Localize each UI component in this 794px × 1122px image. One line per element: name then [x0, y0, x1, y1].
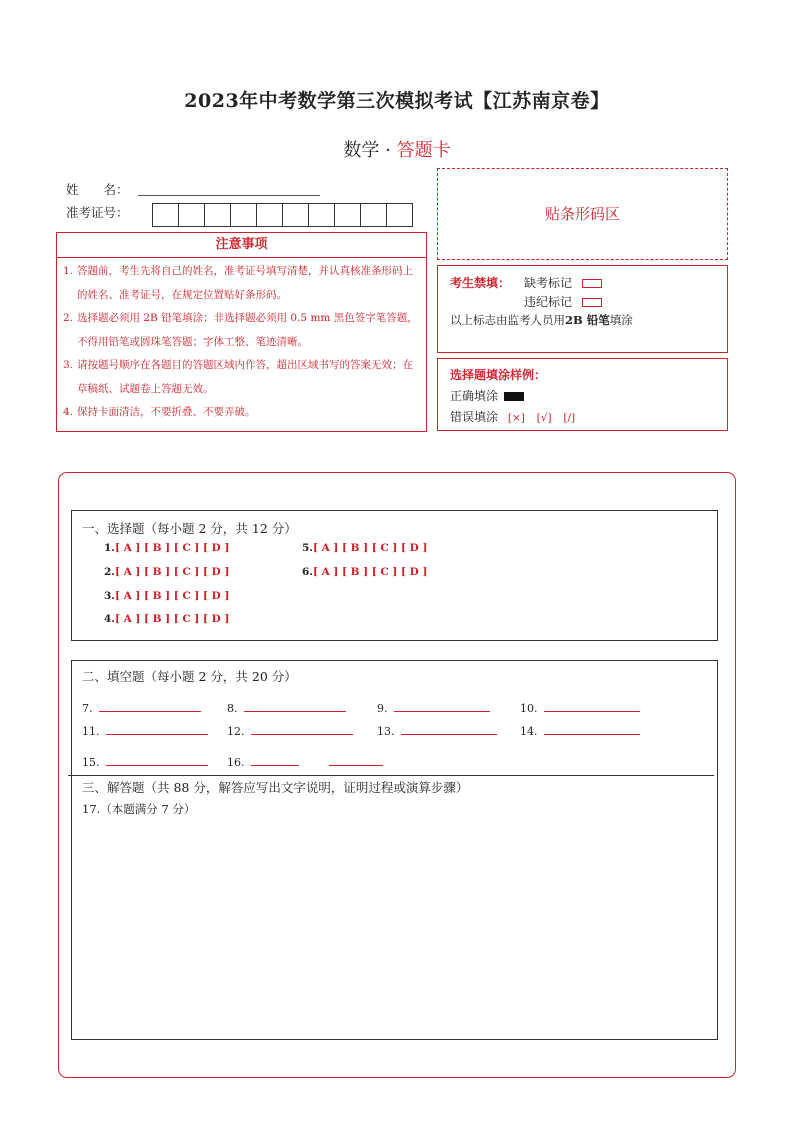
- choice-q1[interactable]: 1.[ A ] [ B ] [ C ] [ D ]: [104, 542, 230, 554]
- name-label: 姓 名：: [66, 182, 129, 197]
- fill-and-solve-section: [71, 660, 718, 1040]
- choice-section: [71, 510, 718, 641]
- wrong-fill-row: 错误填涂 [×] [√] [/]: [450, 410, 576, 424]
- ban-note: 以上标志由监考人员用2B 铅笔填涂: [450, 313, 633, 327]
- exam-id-boxes[interactable]: [152, 203, 413, 227]
- correct-fill-row: 正确填涂: [450, 387, 524, 404]
- choice-q3[interactable]: 3.[ A ] [ B ] [ C ] [ D ]: [104, 590, 230, 602]
- ban-box: [437, 265, 728, 353]
- q17-label: 17.（本题满分 7 分）: [82, 802, 196, 816]
- card-subtitle: [0, 136, 794, 162]
- violation-mark-label: 违纪标记: [524, 295, 573, 309]
- fill-q9[interactable]: 9.: [377, 701, 490, 715]
- fill-section-title: 二、填空题（每小题 2 分，共 20 分）: [82, 669, 297, 684]
- notes-box: [56, 257, 427, 432]
- choice-q2[interactable]: 2.[ A ] [ B ] [ C ] [ D ]: [104, 566, 230, 578]
- fill-q16[interactable]: 16.: [227, 755, 383, 769]
- violation-mark-row: [524, 293, 602, 310]
- name-line[interactable]: [138, 181, 320, 196]
- fill-q14[interactable]: 14.: [520, 724, 640, 738]
- note-item: 1. 答题前，考生先将自己的姓名，准考证号填写清楚，并认真核准条形码上的姓名、准考证号，在规定位置贴好条形码。: [63, 265, 413, 301]
- wrong-mark: [√]: [536, 412, 552, 424]
- choice-q6[interactable]: 6.[ A ] [ B ] [ C ] [ D ]: [302, 566, 428, 578]
- absent-mark-row: [524, 274, 602, 291]
- choice-q4[interactable]: 4.[ A ] [ B ] [ C ] [ D ]: [104, 613, 230, 625]
- exam-id-label: 准考证号：: [66, 205, 129, 220]
- fill-q12[interactable]: 12.: [227, 724, 353, 738]
- q17-answer-area[interactable]: [82, 821, 702, 1031]
- id-digit-box[interactable]: [283, 204, 309, 226]
- notes-list: [57, 258, 426, 425]
- id-digit-box[interactable]: [179, 204, 205, 226]
- wrong-mark: [/]: [563, 412, 576, 424]
- barcode-label: 贴条形码区: [544, 205, 620, 223]
- fill-q13[interactable]: 13.: [377, 724, 497, 738]
- answer-card-label: 答题卡: [396, 140, 451, 161]
- id-digit-box[interactable]: [335, 204, 361, 226]
- barcode-area: [437, 168, 728, 260]
- sample-label: 选择题填涂样例：: [450, 368, 547, 382]
- id-digit-box[interactable]: [387, 204, 412, 226]
- fill-q8[interactable]: 8.: [227, 701, 346, 715]
- id-digit-box[interactable]: [153, 204, 179, 226]
- id-digit-box[interactable]: [309, 204, 335, 226]
- ban-label: 考生禁填：: [450, 276, 511, 290]
- choice-section-title: 一、选择题（每小题 2 分，共 12 分）: [82, 521, 297, 536]
- absent-mark-box[interactable]: [582, 279, 602, 288]
- page-title: 2023年中考数学第三次模拟考试【江苏南京卷】: [184, 90, 610, 112]
- id-digit-box[interactable]: [205, 204, 231, 226]
- solve-section-title: 三、解答题（共 88 分，解答应写出文字说明，证明过程或演算步骤）: [82, 780, 469, 795]
- id-digit-box[interactable]: [231, 204, 257, 226]
- note-item: 3. 请按题号顺序在各题目的答题区域内作答，超出区域书写的答案无效；在草稿纸、试题卷上答题无效。: [63, 359, 413, 395]
- note-item: 4. 保持卡面清洁，不要折叠、不要弄破。: [63, 406, 256, 418]
- fill-q7[interactable]: 7.: [82, 701, 201, 715]
- id-digit-box[interactable]: [257, 204, 283, 226]
- section-divider: [68, 775, 714, 776]
- absent-mark-label: 缺考标记: [524, 276, 573, 290]
- note-item: 2. 选择题必须用 2B 铅笔填涂；非选择题必须用 0.5 mm 黑色签字笔答题，不得用铅笔或圆珠笔答题；字体工整、笔迹清晰。: [63, 312, 418, 348]
- subtitle-dot: ·: [385, 140, 391, 161]
- notes-header-box: [56, 232, 427, 258]
- wrong-mark: [×]: [507, 412, 525, 424]
- id-digit-box[interactable]: [361, 204, 387, 226]
- fill-q11[interactable]: 11.: [82, 724, 208, 738]
- fill-q15[interactable]: 15.: [82, 755, 208, 769]
- sample-box: [437, 358, 728, 431]
- subject-label: 数学: [343, 140, 380, 161]
- notes-heading: 注意事项: [215, 237, 268, 252]
- choice-q5[interactable]: 5.[ A ] [ B ] [ C ] [ D ]: [302, 542, 428, 554]
- fill-q10[interactable]: 10.: [520, 701, 640, 715]
- filled-sample-mark: [504, 392, 524, 401]
- violation-mark-box[interactable]: [582, 298, 602, 307]
